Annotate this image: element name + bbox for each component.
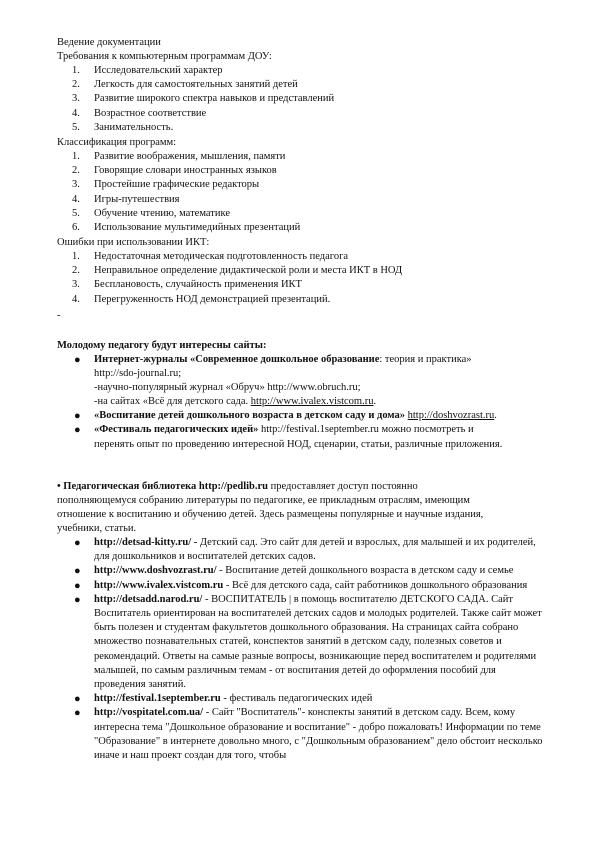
- sites-heading: Молодому педагогу будут интересны сайты:: [57, 340, 267, 351]
- classification-heading: Классификация программ:: [57, 137, 177, 148]
- list-item: 6. Использование мультимедийных презентаций: [72, 221, 301, 233]
- bullet-icon: ●: [74, 410, 81, 423]
- bullet-icon: ●: [74, 593, 81, 606]
- journal-url: http://sdo-journal.ru;: [94, 368, 182, 380]
- list-item: 5. Обучение чтению, математике: [72, 207, 230, 219]
- resource-link[interactable]: http://detsad-kitty.ru/ -: [94, 537, 200, 548]
- list-item: 4. Перегруженность НОД демонстрацией презентаций.: [72, 293, 331, 305]
- errors-heading: Ошибки при использовании ИКТ:: [57, 237, 210, 248]
- list-item: 1. Недостаточная методическая подготовленность педагога: [72, 251, 349, 262]
- resources-list: [72, 536, 550, 763]
- list-item: ● http://festival.1september.ru - фестиваль педагогических идей: [74, 693, 373, 706]
- library-line: учебники, статьи.: [57, 523, 137, 534]
- resource-link[interactable]: http://www.ivalex.vistcom.ru: [94, 579, 224, 591]
- resource-link[interactable]: http://detsadd.narod.ru/: [94, 593, 203, 605]
- list-item: 2. Неправильное определение дидактической роли и места ИКТ в НОД: [72, 265, 403, 277]
- list-item: ● http://detsadd.narod.ru/ - ВОСПИТАТЕЛЬ | в помощь воспитателю ДЕТСКОГО САДА. Сайт Воспитатель ориентирован на воспитателей детских садов и молодых родителей. Также сайт может быть полезен и студентам факультетов дошкольного образования. На страницах сайта собрано множество познавательных статей, конспектов занятий в детском саду, полезных советов и рекомендаций. Ответы на самые разные вопросы, возникающие перед воспитателем и родителями малышей, по самым различным темам - от воспитания детей до оформления пособий для проведения занятий.: [74, 593, 542, 691]
- list-item: ● http://detsad-kitty.ru/ - Детский сад. Это сайт для детей и взрослых, для малышей и их родителей, для дошкольников и воспитателей детских садов.: [74, 537, 536, 563]
- library-lead: • Педагогическая библиотека http://pedlib.ru предоставляет доступ постоянно: [57, 481, 418, 492]
- library-line: пополняющемуся собранию литературы по педагогике, ее прикладным отраслям, имеющим: [57, 495, 470, 506]
- list-item: 3. Простейшие графические редакторы: [72, 179, 260, 191]
- list-item: 1. Исследовательский характер: [72, 65, 223, 76]
- doshvozrast-link[interactable]: http://doshvozrast.ru: [407, 410, 495, 422]
- requirements-list: [72, 64, 334, 135]
- library-line: отношение к воспитанию и обучению детей. Здесь размещены популярные и научные издания,: [57, 509, 484, 520]
- bullet-icon: ●: [74, 537, 81, 549]
- list-item: 3. Бесплановость, случайность применения ИКТ: [72, 279, 302, 291]
- dash-mark: -: [57, 310, 61, 321]
- ivalex-link[interactable]: http://www.ivalex.vistcom.ru: [250, 396, 374, 408]
- resource-link[interactable]: http://www.doshvozrast.ru/: [94, 565, 217, 577]
- list-item: ● http://www.ivalex.vistcom.ru - Всё для детского сада, сайт работников дошкольного образования: [74, 579, 528, 592]
- bullet-icon: ●: [74, 354, 81, 366]
- resource-link[interactable]: http://festival.1september.ru: [94, 693, 221, 705]
- requirements-heading: Требования к компьютерным программам ДОУ:: [57, 51, 272, 62]
- bullet-icon: ●: [74, 693, 81, 706]
- list-item: 2. Легкость для самостоятельных занятий детей: [72, 79, 298, 91]
- bullet-icon: ●: [74, 579, 81, 592]
- bullet-icon: ●: [74, 707, 81, 720]
- bullet-icon: ●: [74, 424, 81, 437]
- list-item: 3. Развитие широкого спектра навыков и представлений: [72, 93, 335, 105]
- list-item: 1. Развитие воображения, мышления, памяти: [72, 151, 286, 162]
- bullet-icon: ●: [74, 565, 81, 578]
- list-item: 5. Занимательность.: [72, 121, 174, 133]
- list-item: 4. Возрастное соответствие: [72, 107, 207, 119]
- errors-list: [72, 250, 402, 307]
- classification-list: [72, 150, 300, 235]
- list-item: ● Интернет-журналы «Современное дошкольное образование: теория и практика» http://sdo-journal.ru; -научно-популярный журнал «Обруч» http://www.obruch.ru; -на сайтах «Всё для детского сада. http://www.ivalex.vistcom.ru.: [72, 353, 542, 409]
- list-item: 2. Говорящие словари иностранных языков: [72, 165, 277, 177]
- list-item: ● http://vospitatel.com.ua/ - Сайт "Воспитатель"- конспекты занятий в детском саду. Всем, кому интересна тема "Дошкольное образование и воспитание" - добро пожаловать! Информации по теме "Образование" в интернете довольно много, с "Дошкольным образованием" дело обстоит несколько иначе и наш проект создан для того, чтобы: [74, 707, 543, 762]
- list-item: ● http://www.doshvozrast.ru/ - Воспитание детей дошкольного возраста в детском саду и семье: [74, 565, 514, 578]
- list-item: 4. Игры-путешествия: [72, 193, 180, 205]
- list-item: ● «Фестиваль педагогических идей» http://festival.1september.ru можно посмотреть и перенять опыт по проведению интересной НОД, сценарии, статьи, различные приложения.: [74, 424, 503, 450]
- sites-list: [72, 353, 542, 452]
- doc-title: Ведение документации: [57, 37, 161, 48]
- list-item: ● «Воспитание детей дошкольного возраста в детском саду и дома» http://doshvozrast.ru.: [74, 410, 497, 423]
- resource-link[interactable]: http://vospitatel.com.ua/: [94, 707, 204, 719]
